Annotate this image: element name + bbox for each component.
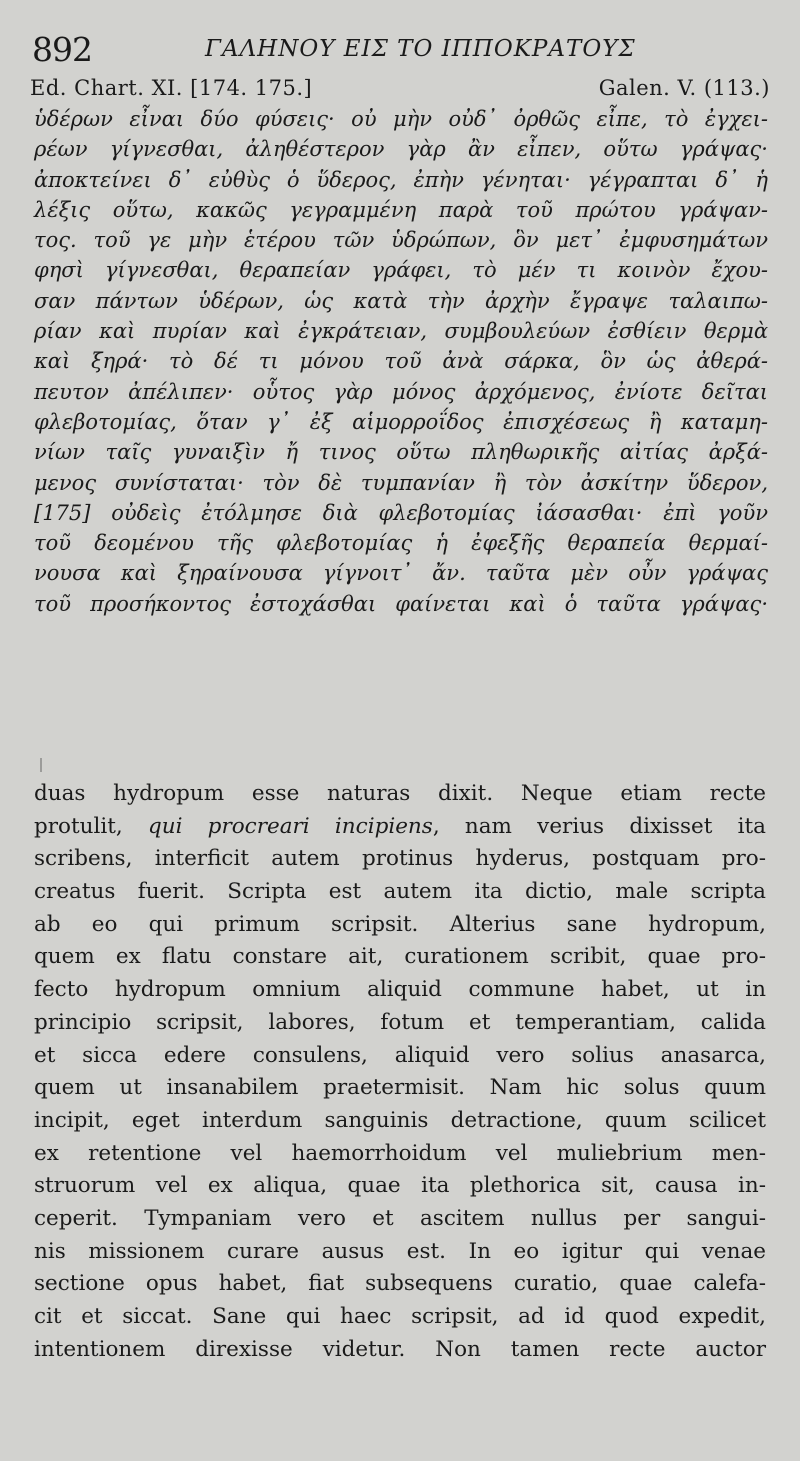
edition-reference-line <box>30 76 770 106</box>
latin-text: protulit, <box>34 813 148 839</box>
greek-line: νουσα καὶ ξηραίνουσα γίγνοιτ᾽ ἄν. ταῦτα μὲν οὖν γράψας <box>34 561 768 586</box>
greek-line: νίων ταῖς γυναιξὶν ἤ τινος οὕτω πληθωρικῆς αἰτίας ἀρξά- <box>34 440 768 465</box>
latin-line: scribens, interficit autem protinus hyderus, postquam pro- <box>34 846 766 872</box>
greek-line: τος. τοῦ γε μὴν ἑτέρου τῶν ὑδρώπων, ὃν μετ᾽ ἐμφυσημάτων <box>34 228 768 253</box>
greek-line: ἀποκτείνει δ᾽ εὐθὺς ὁ ὕδερος, ἐπὴν γένηται· γέγραπται δ᾽ ἡ <box>34 167 768 192</box>
page-number: 892 <box>32 30 92 69</box>
latin-line: ab eo qui primum scripsit. Alterius sane hydropum, <box>34 911 766 937</box>
greek-text-block <box>34 104 768 619</box>
latin-line: ex retentione vel haemorrhoidum vel muliebrium men- <box>34 1140 766 1166</box>
latin-line: cit et siccat. Sane qui haec scripsit, ad id quod expedit, <box>34 1304 766 1329</box>
greek-line: φησὶ γίγνεσθαι, θεραπείαν γράφει, τὸ μέν τι κοινὸν ἔχου- <box>34 258 768 283</box>
latin-line: creatus fuerit. Scripta est autem ita dictio, male scripta <box>34 879 766 905</box>
greek-line: σαν πάντων ὑδέρων, ὡς κατὰ τὴν ἀρχὴν ἔγραψε ταλαιπω- <box>34 288 768 313</box>
greek-line: πευτον ἀπέλιπεν· οὗτος γὰρ μόνος ἀρχόμενος, ἐνίοτε δεῖται <box>34 379 768 404</box>
print-mark <box>40 758 42 772</box>
greek-line: φλεβοτομίας, ὅταν γ᾽ ἐξ αἱμορροΐδος ἐπισχέσεως ἢ καταμη- <box>34 409 768 434</box>
running-title: ΓΑΛΗΝΟΥ ΕΙΣ ΤΟ ΙΠΠΟΚΡΑΤΟΥΣ <box>205 36 636 62</box>
greek-line: ὑδέρων εἶναι δύο φύσεις· οὐ μὴν οὐδ᾽ ὀρθῶς εἶπε, τὸ ἐγχει- <box>34 107 768 131</box>
greek-line: καὶ ξηρά· τὸ δέ τι μόνου τοῦ ἀνὰ σάρκα, ὃν ὡς ἀθερά- <box>34 349 768 374</box>
latin-line: nis missionem curare ausus est. In eo igitur qui venae <box>34 1238 766 1264</box>
greek-line: ρίαν καὶ πυρίαν καὶ ἐγκράτειαν, συμβουλεύων ἐσθίειν θερμὰ <box>34 319 768 344</box>
latin-quoted-lemma: qui procreari incipiens <box>147 813 433 839</box>
greek-line: τοῦ προσήκοντος ἐστοχάσθαι φαίνεται καὶ ὁ ταῦτα γράψας· <box>34 591 768 616</box>
page-header <box>30 30 780 72</box>
greek-line: λέξις οὕτω, κακῶς γεγραμμένη παρὰ τοῦ πρώτου γράψαν- <box>34 197 768 222</box>
greek-line: μενος συνίσταται· τὸν δὲ τυμπανίαν ἢ τὸν ἀσκίτην ὕδερον, <box>34 470 768 495</box>
latin-line: fecto hydropum omnium aliquid commune habet, ut in <box>34 977 766 1003</box>
latin-line: duas hydropum esse naturas dixit. Neque etiam recte <box>34 781 766 806</box>
latin-text-block <box>34 778 766 1366</box>
latin-line: quem ut insanabilem praetermisit. Nam hic solus quum <box>34 1075 766 1101</box>
greek-line: ρέων γίγνεσθαι, ἀληθέστερον γὰρ ἂν εἶπεν, οὕτω γράψας· <box>34 137 768 162</box>
latin-line: intentionem direxisse videtur. Non tamen recte auctor <box>34 1336 766 1362</box>
latin-text: , nam verius dixisset ita <box>432 813 766 839</box>
edition-reference: Ed. Chart. XI. [174. 175.] <box>30 76 313 100</box>
latin-line <box>34 811 766 844</box>
latin-line: quem ex flatu constare ait, curationem scribit, quae pro- <box>34 944 766 970</box>
latin-line: principio scripsit, labores, fotum et temperantiam, calida <box>34 1009 766 1035</box>
latin-line: incipit, eget interdum sanguinis detractione, quum scilicet <box>34 1107 766 1133</box>
latin-line: ceperit. Tympaniam vero et ascitem nullus per sangui- <box>34 1205 766 1231</box>
greek-line: τοῦ δεομένου τῆς φλεβοτομίας ἡ ἐφεξῆς θεραπεία θερμαί- <box>34 531 768 556</box>
greek-line: [175] οὐδεὶς ἐτόλμησε διὰ φλεβοτομίας ἰάσασθαι· ἐπὶ γοῦν <box>34 500 768 525</box>
latin-line: sectione opus habet, fiat subsequens curatio, quae calefa- <box>34 1271 766 1297</box>
latin-line: struorum vel ex aliqua, quae ita plethorica sit, causa in- <box>34 1173 766 1199</box>
latin-line: et sicca edere consulens, aliquid vero solius anasarca, <box>34 1042 766 1068</box>
galen-reference: Galen. V. (113.) <box>598 76 770 100</box>
